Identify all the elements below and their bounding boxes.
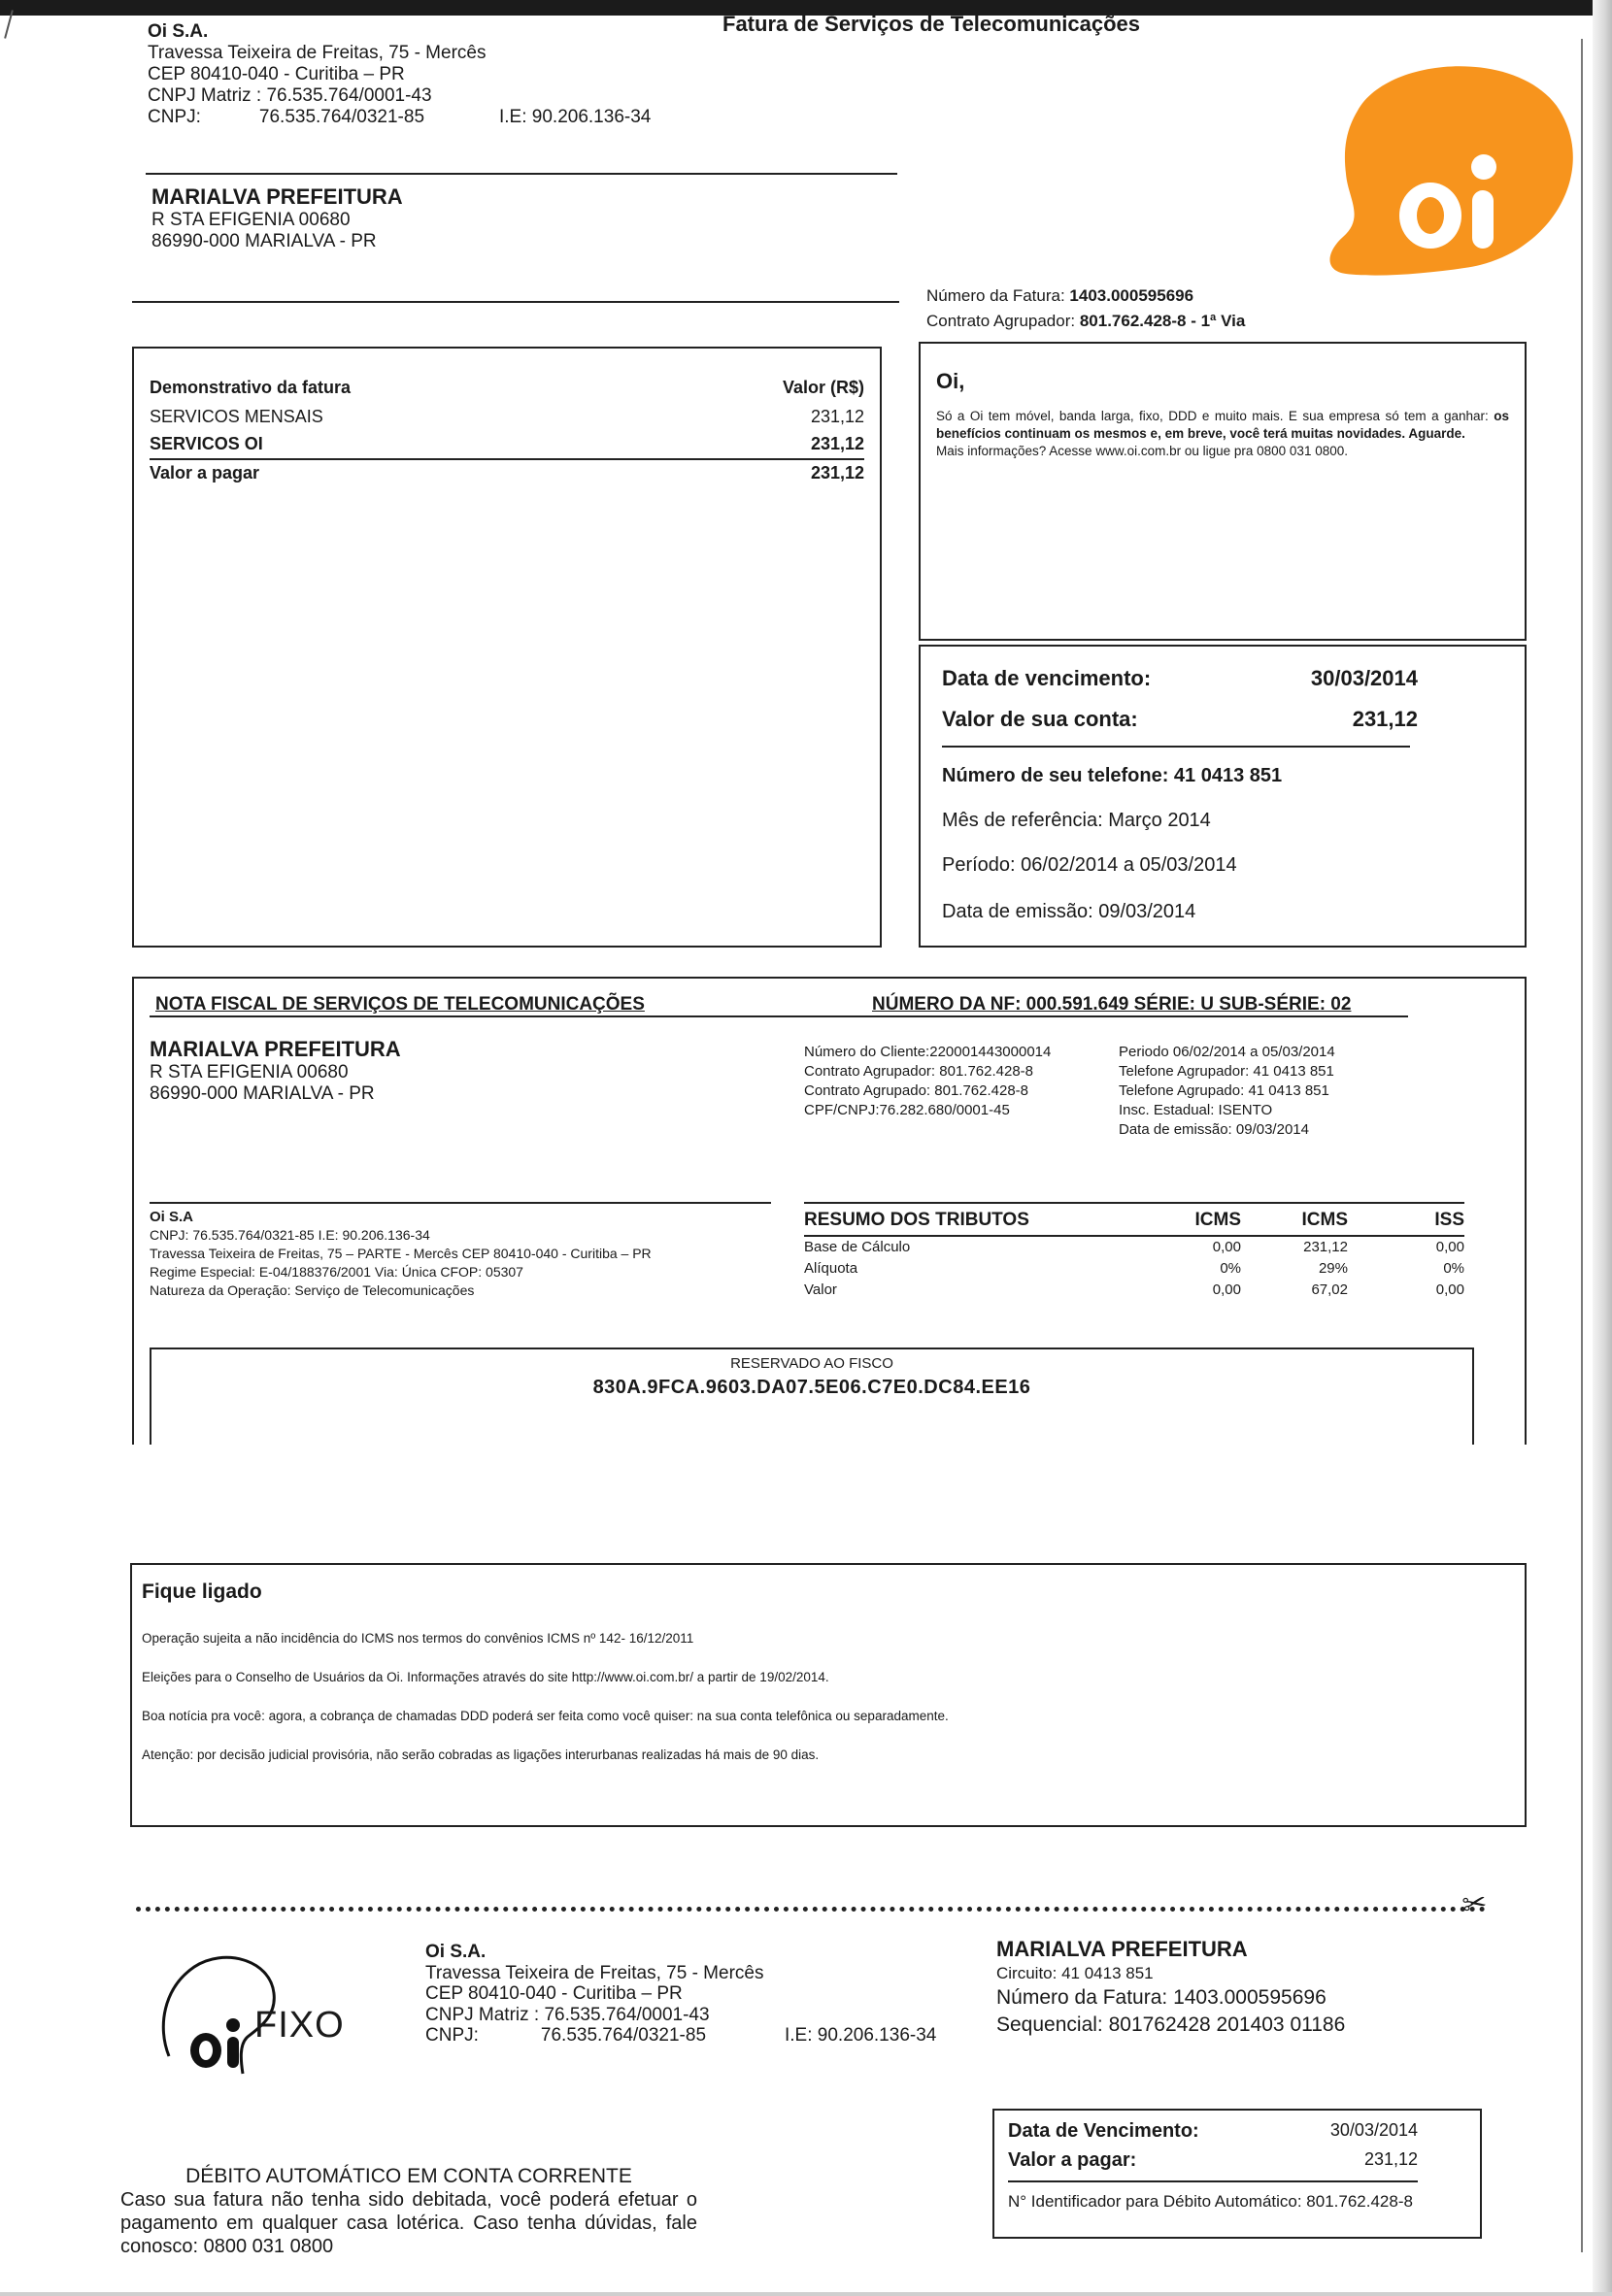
customer-street: R STA EFIGENIA 00680 <box>151 210 351 230</box>
tax-cell: 67,02 <box>1311 1281 1348 1298</box>
tax-header-row <box>804 1204 1464 1235</box>
nf-phone-aggregated: Telefone Agrupado: 41 0413 851 <box>1119 1082 1329 1099</box>
stub-issuer-address: Travessa Teixeira de Freitas, 75 - Mercês <box>425 1962 764 1983</box>
divider <box>132 301 899 303</box>
stub-circuit: Circuito: 41 0413 851 <box>996 1964 1154 1982</box>
divider <box>1008 2180 1418 2182</box>
paper-edge <box>1581 39 1583 2252</box>
tax-cell: 231,12 <box>1303 1239 1348 1255</box>
statement-total-value: 231,12 <box>810 463 864 482</box>
statement-header-value: Valor (R$) <box>782 378 864 397</box>
statement-row-value: 231,12 <box>810 434 864 453</box>
tax-header: RESUMO DOS TRIBUTOS <box>804 1210 1029 1230</box>
nf-title: NOTA FISCAL DE SERVIÇOS DE TELECOMUNICAÇÕES <box>155 994 645 1015</box>
table-row <box>804 1280 1464 1301</box>
stub-amount-label: Valor a pagar: <box>1008 2149 1137 2171</box>
stub-sequence: Sequencial: 801762428 201403 01186 <box>996 2013 1346 2036</box>
auto-debit-title: DÉBITO AUTOMÁTICO EM CONTA CORRENTE <box>185 2165 632 2187</box>
message-text: Só a Oi tem móvel, banda larga, fixo, DDD e muito mais. E sua empresa só tem a ganhar: <box>936 409 1494 423</box>
stub-due-label: Data de Vencimento: <box>1008 2120 1199 2142</box>
scan-border-right <box>1593 0 1612 2296</box>
nf-issuer-address: Travessa Teixeira de Freitas, 75 – PARTE - Mercês CEP 80410-040 - Curitiba – PR <box>150 1246 652 1261</box>
stub-issuer-cnpj-matriz: CNPJ Matriz : 76.535.764/0001-43 <box>425 2004 710 2025</box>
customer-name: MARIALVA PREFEITURA <box>151 184 403 209</box>
stub-due-row <box>1008 2120 1418 2143</box>
table-row <box>804 1237 1464 1258</box>
amount-value: 231,12 <box>1352 707 1418 731</box>
table-row <box>804 1258 1464 1280</box>
stub-issuer-cep: CEP 80410-040 - Curitiba – PR <box>425 1983 683 2004</box>
nf-issuer-nature: Natureza da Operação: Serviço de Telecomunicações <box>150 1282 475 1298</box>
statement-row <box>150 407 864 427</box>
nf-cpf-cnpj: CPF/CNPJ:76.282.680/0001-45 <box>804 1102 1010 1118</box>
nf-contract-aggregator: Contrato Agrupador: 801.762.428-8 <box>804 1063 1034 1080</box>
document-title: Fatura de Serviços de Telecomunicações <box>722 12 1140 36</box>
nf-customer-city: 86990-000 MARIALVA - PR <box>150 1083 375 1104</box>
tax-cell: Alíquota <box>804 1260 858 1277</box>
issue-date: Data de emissão: 09/03/2014 <box>942 901 1196 922</box>
notices-box <box>130 1563 1527 1827</box>
divider <box>146 173 897 175</box>
nf-number: NÚMERO DA NF: 000.591.649 SÉRIE: U SUB-SÉRIE: 02 <box>872 994 1352 1015</box>
tax-cell: 0,00 <box>1212 1281 1241 1298</box>
nf-issuer-cnpj: CNPJ: 76.535.764/0321-85 I.E: 90.206.136-34 <box>150 1227 430 1243</box>
issuer-cnpj <box>148 107 486 128</box>
statement-header <box>150 378 864 398</box>
nf-client-number: Número do Cliente:220001443000014 <box>804 1044 1052 1060</box>
nf-issuer-regime: Regime Especial: E-04/188376/2001 Via: Única CFOP: 05307 <box>150 1264 523 1280</box>
amount-row <box>942 707 1418 732</box>
nf-state-registration: Insc. Estadual: ISENTO <box>1119 1102 1273 1118</box>
due-date-row <box>942 666 1418 691</box>
stub-payment-box <box>992 2109 1482 2239</box>
notice-item: Eleições para o Conselho de Usuários da Oi. Informações através do site http://www.oi.com.br/ a partir de 19/02/2014. <box>142 1670 829 1684</box>
notice-item: Boa notícia pra você: agora, a cobrança de chamadas DDD poderá ser feita como você quiser: na sua conta telefônica ou separadamente. <box>142 1709 949 1723</box>
tax-cell: 0% <box>1443 1260 1464 1277</box>
statement-row-label: SERVICOS MENSAIS <box>150 407 323 426</box>
fisco-label: RESERVADO AO FISCO <box>730 1355 893 1372</box>
nf-client-details <box>804 1043 1051 1120</box>
due-date-label: Data de vencimento: <box>942 666 1152 690</box>
message-more-info: Mais informações? Acesse www.oi.com.br ou ligue pra 0800 031 0800. <box>936 444 1348 458</box>
product-name: FIXO <box>254 2005 345 2046</box>
issuer-header <box>148 21 486 128</box>
stub-invoice-number: Número da Fatura: 1403.000595696 <box>996 1986 1327 2009</box>
issuer-cep: CEP 80410-040 - Curitiba – PR <box>148 64 405 84</box>
nota-fiscal <box>132 977 1527 1445</box>
tax-cell: Valor <box>804 1281 837 1298</box>
divider <box>942 746 1410 748</box>
tax-cell: 0,00 <box>1435 1239 1464 1255</box>
customer-city: 86990-000 MARIALVA - PR <box>151 231 377 251</box>
invoice-number: 1403.000595696 <box>1069 286 1194 305</box>
reference-month: Mês de referência: Março 2014 <box>942 810 1211 831</box>
issuer-cnpj-label: CNPJ: <box>148 107 201 127</box>
tax-header: ISS <box>1434 1210 1464 1230</box>
notice-item: Atenção: por decisão judicial provisória, não serão cobradas as ligações interurbanas realizadas há mais de 90 dias. <box>142 1747 820 1762</box>
auto-debit-notice <box>120 2165 697 2258</box>
scan-border-bottom <box>0 2292 1612 2296</box>
divider <box>150 458 864 460</box>
due-date-value: 30/03/2014 <box>1310 666 1418 690</box>
divider <box>150 1202 771 1204</box>
stub-cnpj-value: 76.535.764/0321-85 <box>540 2025 707 2046</box>
stub-issuer-ie: I.E: 90.206.136-34 <box>785 2025 937 2046</box>
fisco-code: 830A.9FCA.9603.DA07.5E06.C7E0.DC84.EE16 <box>592 1377 1031 1398</box>
nf-contract-aggregated: Contrato Agrupado: 801.762.428-8 <box>804 1082 1029 1099</box>
auto-debit-id: N° Identificador para Débito Automático: 801.762.428-8 <box>1008 2192 1413 2211</box>
statement-row-value: 231,12 <box>810 407 864 426</box>
nf-issuer <box>150 1208 652 1300</box>
statement-total <box>150 463 864 483</box>
scissors-icon: ✂ <box>1460 1886 1490 1922</box>
stub-due-value: 30/03/2014 <box>1329 2120 1418 2140</box>
nf-phone-aggregator: Telefone Agrupador: 41 0413 851 <box>1119 1063 1334 1080</box>
stub-issuer <box>425 1942 763 2046</box>
auto-debit-text: Caso sua fatura não tenha sido debitada, você poderá efetuar o pagamento em qualquer casa lotérica. Caso tenha dúvidas, fale conosco: 0800 031 0800 <box>120 2189 697 2257</box>
tax-cell: 0% <box>1220 1260 1241 1277</box>
contract-number: 801.762.428-8 - 1ª Via <box>1079 312 1246 330</box>
customer-address <box>151 184 403 252</box>
statement-total-label: Valor a pagar <box>150 463 260 482</box>
statement-row-label: SERVICOS OI <box>150 434 263 453</box>
stub-issuer-name: Oi S.A. <box>425 1942 487 1962</box>
stub-cnpj-label: CNPJ: <box>425 2025 479 2046</box>
contract-label: Contrato Agrupador: <box>926 312 1076 330</box>
promo-message <box>919 342 1527 641</box>
issuer-cnpj-value: 76.535.764/0321-85 <box>258 107 425 127</box>
stub-issuer-cnpj <box>425 2025 763 2046</box>
nf-customer-street: R STA EFIGENIA 00680 <box>150 1062 349 1082</box>
cut-line <box>136 1907 1486 1912</box>
amount-label: Valor de sua conta: <box>942 707 1138 731</box>
nf-period-details <box>1119 1043 1335 1140</box>
stub-amount-row <box>1008 2149 1418 2172</box>
statement-row <box>150 434 864 454</box>
issuer-address: Travessa Teixeira de Freitas, 75 - Mercês <box>148 43 487 63</box>
issuer-ie: I.E: 90.206.136-34 <box>499 107 652 127</box>
stub-customer-name: MARIALVA PREFEITURA <box>996 1937 1248 1961</box>
message-highlight: os benefícios continuam os mesmos e, em breve, você terá muitas novidades. Aguarde. <box>936 409 1509 441</box>
message-greeting: Oi, <box>936 369 965 393</box>
invoice-number-label: Número da Fatura: <box>926 286 1065 305</box>
stub-amount-value: 231,12 <box>1363 2149 1418 2169</box>
message-body <box>936 408 1509 460</box>
issuer-name: Oi S.A. <box>148 21 209 42</box>
oi-logo-icon <box>1319 52 1581 285</box>
nf-period: Periodo 06/02/2014 a 05/03/2014 <box>1119 1044 1335 1060</box>
nf-issue-date: Data de emissão: 09/03/2014 <box>1119 1121 1309 1138</box>
nf-customer <box>150 1037 401 1105</box>
nf-customer-name: MARIALVA PREFEITURA <box>150 1037 401 1061</box>
stub-customer <box>996 1936 1345 2039</box>
invoice-info <box>926 283 1245 334</box>
tax-cell: 29% <box>1318 1260 1348 1277</box>
notices-title: Fique ligado <box>142 1581 262 1603</box>
tax-header: ICMS <box>1301 1210 1348 1230</box>
tax-cell: Base de Cálculo <box>804 1239 911 1255</box>
billing-period: Período: 06/02/2014 a 05/03/2014 <box>942 854 1237 876</box>
issuer-cnpj-matriz: CNPJ Matriz : 76.535.764/0001-43 <box>148 85 432 106</box>
notice-item: Operação sujeita a não incidência do ICMS nos termos do convênios ICMS nº 142- 16/12/2011 <box>142 1631 694 1646</box>
tax-summary-table <box>804 1202 1464 1301</box>
statement-header-label: Demonstrativo da fatura <box>150 378 352 397</box>
phone-number: Número de seu telefone: 41 0413 851 <box>942 765 1283 786</box>
tax-cell: 0,00 <box>1435 1281 1464 1298</box>
tax-cell: 0,00 <box>1212 1239 1241 1255</box>
due-summary <box>919 645 1527 948</box>
tax-header: ICMS <box>1194 1210 1241 1230</box>
nf-issuer-name: Oi S.A <box>150 1209 194 1225</box>
fisco-reserved <box>150 1348 1474 1445</box>
divider <box>150 1015 1408 1017</box>
invoice-statement <box>132 347 882 948</box>
